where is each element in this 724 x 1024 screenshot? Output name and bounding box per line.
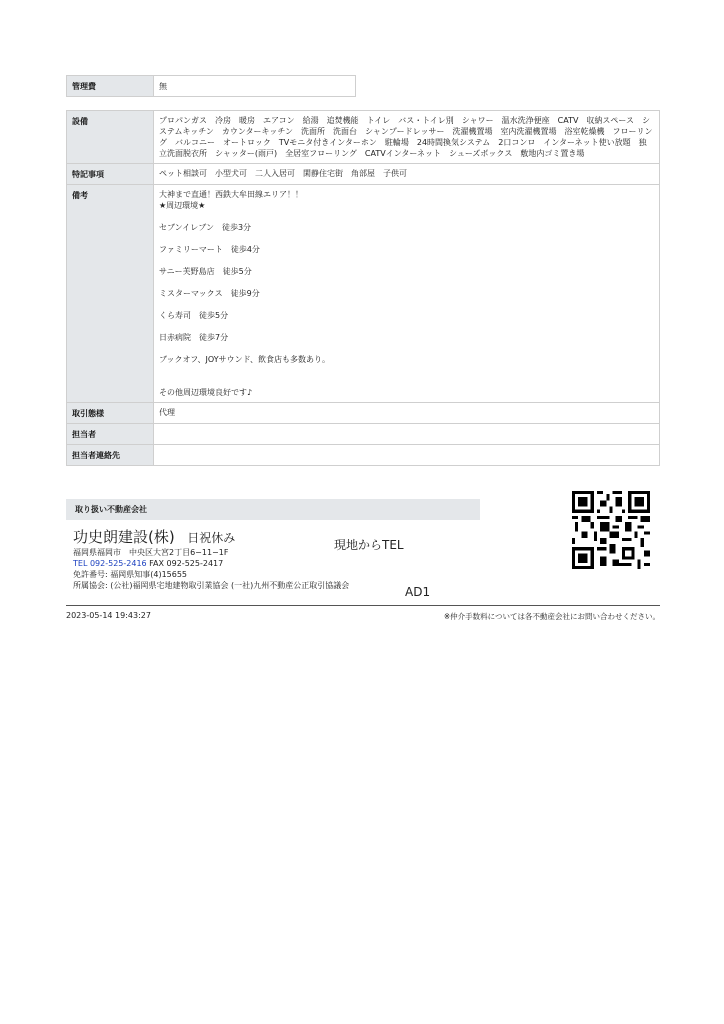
facilities-row [67, 111, 660, 164]
remarks-value [154, 185, 660, 403]
special-label: 特記事項 [67, 164, 154, 185]
management-fee-value: 無 [154, 76, 356, 97]
company-holiday: 日祝休み [187, 531, 236, 545]
staff-label: 担当者 [67, 424, 154, 445]
remarks-line [159, 321, 654, 332]
company-section-header: 取り扱い不動産会社 [66, 499, 480, 520]
staff-contact-value [154, 445, 660, 466]
remarks-line: 日赤病院 徒歩7分 [159, 333, 229, 342]
remarks-line [159, 365, 654, 376]
remarks-row [67, 185, 660, 403]
remarks-line: ミスターマックス 徒歩9分 [159, 289, 260, 298]
remarks-line: サニー芙野島店 徒歩5分 [159, 267, 252, 276]
tel-link[interactable]: 092-525-2416 [89, 559, 147, 568]
remarks-line [159, 277, 654, 288]
transaction-value: 代理 [154, 403, 660, 424]
remarks-line [159, 299, 654, 310]
remarks-line: ★周辺環境★ [159, 201, 206, 210]
management-fee-label: 管理費 [67, 76, 154, 97]
ad-code: AD1 [405, 585, 431, 599]
remarks-line [159, 233, 654, 244]
staff-contact-label: 担当者連絡先 [67, 445, 154, 466]
company-association: 所属協会: (公社)福岡県宅地建物取引業協会 (一社)九州不動産公正取引協議会 [73, 581, 350, 590]
qr-code-icon [572, 491, 650, 569]
remarks-label: 備考 [67, 185, 154, 403]
special-value: ペット相談可 小型犬可 二人入居可 閑静住宅街 角部屋 子供可 [154, 164, 660, 185]
property-info-table [66, 110, 660, 466]
company-phone-line [73, 558, 349, 569]
print-date: 2023-05-14 19:43:27 [66, 611, 151, 620]
transaction-label: 取引態様 [67, 403, 154, 424]
facilities-value: プロパンガス 冷房 暖房 エアコン 給湯 追焚機能 トイレ バス・トイレ別 シャワー 温水洗浄便座 CATV 収納スペース システムキッチン カウンターキッチン 洗面所 洗面台 シャンプードレッサー 洗濯機置場 室内洗濯機置場 浴室乾燥機 フローリング バルコニー オートロック TVモニタ付きインターホン 駐輪場 24時間換気システム 2口コンロ インターネット使い放題 独立洗面脱衣所 シャッター(雨戸) 全居室フローリング CATVインターネット シューズボックス 敷地内ゴミ置き場 [154, 111, 660, 164]
company-name: 功史朗建設(株) [73, 528, 175, 546]
staff-contact-row [67, 445, 660, 466]
remarks-line: ブックオフ、JOYサウンド、飲食店も多数あり。 [159, 355, 330, 364]
remarks-line [159, 255, 654, 266]
fax-number: FAX 092-525-2417 [149, 559, 224, 568]
remarks-line [159, 211, 654, 222]
remarks-line: セブンイレブン 徒歩3分 [159, 223, 252, 232]
facilities-label: 設備 [67, 111, 154, 164]
remarks-line: その他周辺環境良好です♪ [159, 388, 253, 397]
staff-row [67, 424, 660, 445]
remarks-line [159, 343, 654, 354]
remarks-line [159, 376, 654, 387]
commission-note: ※仲介手数料については各不動産会社にお問い合わせください。 [443, 612, 660, 621]
special-row [67, 164, 660, 185]
tel-label: TEL [73, 559, 88, 568]
remarks-line: ファミリーマート 徒歩4分 [159, 245, 260, 254]
company-block [73, 527, 349, 591]
company-license: 免許番号: 福岡県知事(4)15655 [73, 570, 188, 579]
transaction-row [67, 403, 660, 424]
remarks-line: くら寿司 徒歩5分 [159, 311, 229, 320]
company-address: 福岡県福岡市 中央区大宮2丁目6−11−1F [73, 548, 229, 557]
management-fee-table [66, 75, 356, 97]
remarks-line: 大神まで直通！西鉄大牟田線エリア！！ [159, 190, 303, 199]
footer-divider [66, 605, 660, 606]
staff-value [154, 424, 660, 445]
onsite-call-note: 現地からTEL [334, 538, 404, 552]
